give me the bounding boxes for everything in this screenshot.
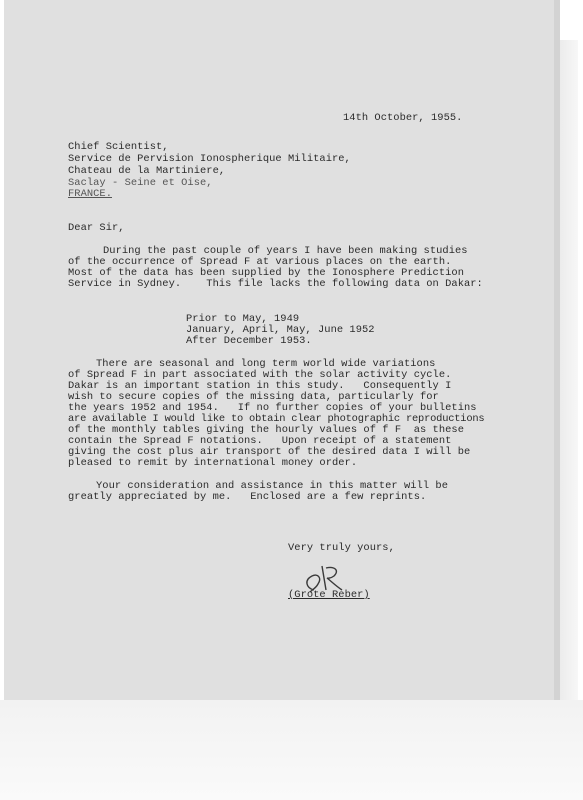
paragraph-line: giving the cost plus air transport of the desired data I will be bbox=[68, 446, 471, 458]
paragraph-line: of the monthly tables giving the hourly values of f F as these bbox=[68, 424, 464, 436]
paragraph-line: Service in Sydney. This file lacks the following data on Dakar: bbox=[68, 278, 483, 290]
recipient-line: Service de Pervision Ionospherique Militaire, bbox=[68, 153, 351, 165]
paragraph-line: During the past couple of years I have been making studies bbox=[103, 245, 468, 257]
paragraph-line: There are seasonal and long term world wide variations bbox=[96, 358, 436, 370]
missing-data-item: Prior to May, 1949 bbox=[186, 313, 300, 325]
letter-page bbox=[4, 0, 554, 704]
recipient-line: Saclay - Seine et Oise, bbox=[68, 177, 213, 189]
paragraph-line: of Spread F in part associated with the solar activity cycle. bbox=[68, 369, 452, 381]
paragraph-line: Most of the data has been supplied by the Ionosphere Prediction bbox=[68, 267, 464, 279]
scan-background bbox=[0, 700, 583, 800]
missing-data-item: January, April, May, June 1952 bbox=[186, 324, 375, 336]
paragraph-line: greatly appreciated by me. Enclosed are a few reprints. bbox=[68, 491, 427, 503]
letter-date: 14th October, 1955. bbox=[343, 112, 463, 124]
missing-data-item: After December 1953. bbox=[186, 335, 312, 347]
salutation: Dear Sir, bbox=[68, 222, 125, 234]
paragraph-line: of the occurrence of Spread F at various places on the earth. bbox=[68, 256, 452, 268]
recipient-line: Chief Scientist, bbox=[68, 141, 169, 153]
closing: Very truly yours, bbox=[288, 542, 395, 554]
paragraph-line: Dakar is an important station in this study. Consequently I bbox=[68, 380, 452, 392]
recipient-country: FRANCE. bbox=[68, 188, 112, 200]
page-edge-shadow bbox=[560, 40, 578, 720]
paragraph-line: pleased to remit by international money order. bbox=[68, 457, 358, 469]
paragraph-line: contain the Spread F notations. Upon receipt of a statement bbox=[68, 435, 452, 447]
paragraph-line: Your consideration and assistance in this matter will be bbox=[96, 480, 448, 492]
paragraph-line: wish to secure copies of the missing data, particularly for bbox=[68, 391, 439, 403]
paragraph-line: the years 1952 and 1954. If no further copies of your bulletins bbox=[68, 402, 477, 414]
recipient-line: Chateau de la Martiniere, bbox=[68, 165, 226, 177]
signature-name: (Grote Reber) bbox=[288, 589, 370, 601]
paragraph-line: are available I would like to obtain clear photographic reproductions bbox=[68, 413, 485, 425]
